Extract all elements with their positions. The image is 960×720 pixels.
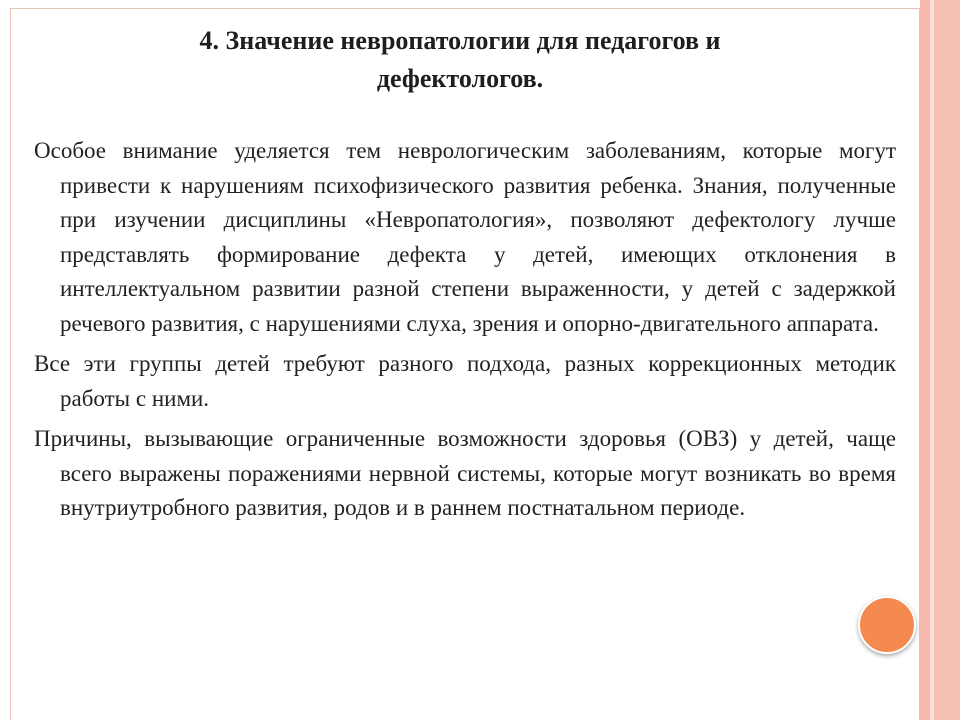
stripe-outer [920, 0, 930, 720]
slide-body [34, 134, 896, 532]
slide-title [40, 22, 880, 98]
slide-title-line-1: 4. Значение невропатологии для педагогов и [199, 26, 721, 55]
paragraph-3: Причины, вызывающие ограниченные возможности здоровья (ОВЗ) у детей, чаще всего выражены поражениями нервной системы, которые могут возникать во время внутриутробного развития, родов и в раннем постнатальном периоде. [34, 426, 896, 520]
slide-title-line-2: дефектологов. [376, 64, 544, 93]
stripe-wide [934, 0, 960, 720]
paragraph-1: Особое внимание уделяется тем неврологическим заболеваниям, которые могут привести к нарушениям психофизического развития ребенка. Знания, полученные при изучении дисциплины «Невропатология», позволяют дефектологу лучше представлять формирование дефекта у детей, имеющих отклонения в интеллектуальном развитии разной степени выраженности, у детей с задержкой речевого развития, с нарушениями слуха, зрения и опорно-двигательного аппарата. [34, 138, 896, 336]
decorative-orange-circle [858, 596, 916, 654]
paragraph-2: Все эти группы детей требуют разного подхода, разных коррекционных методик работы с ними. [34, 351, 896, 411]
decorative-side-stripes [920, 0, 960, 720]
